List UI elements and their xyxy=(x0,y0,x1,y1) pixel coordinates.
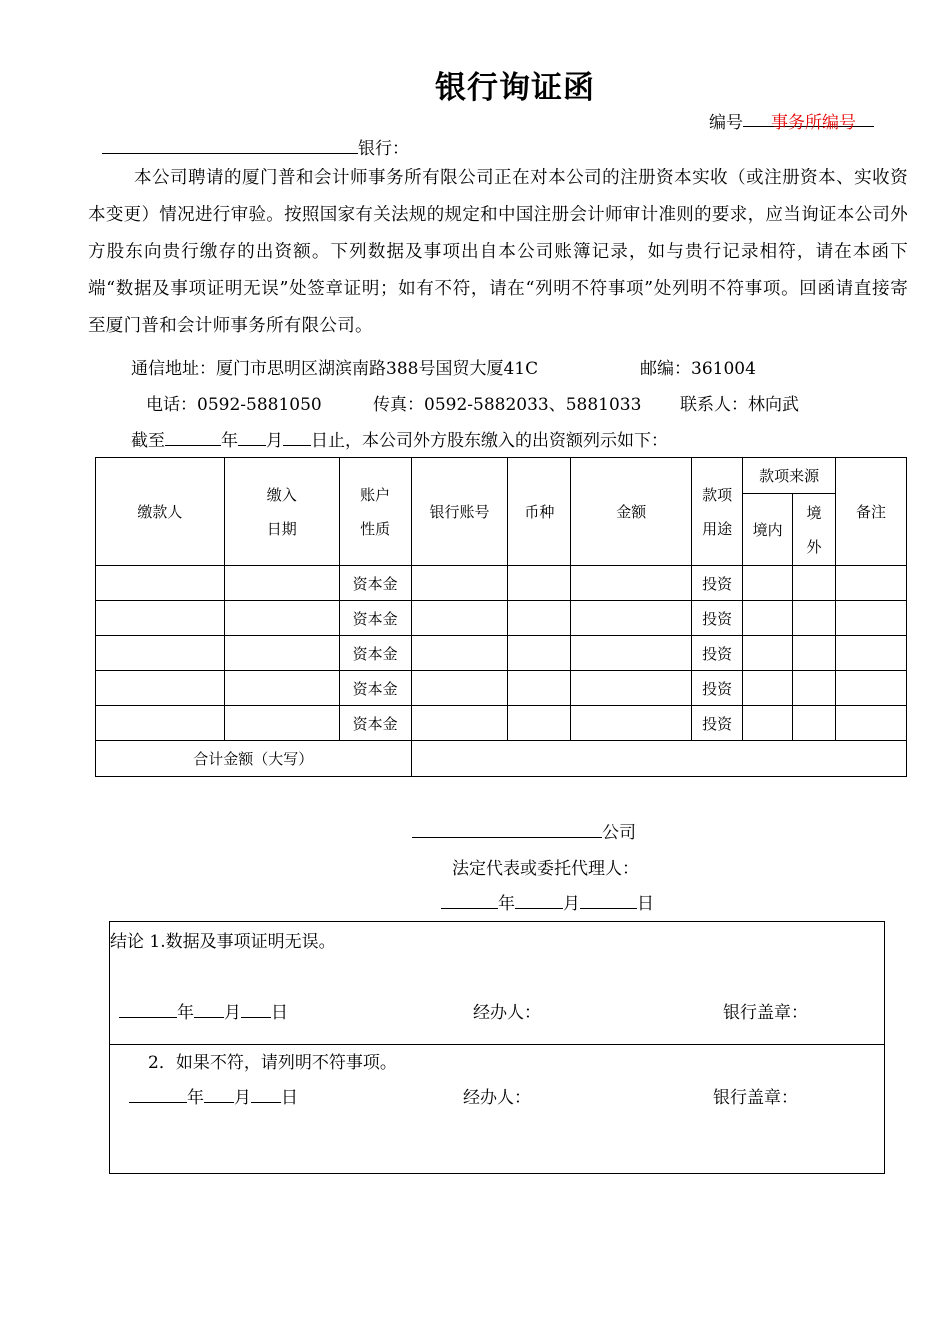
table-row xyxy=(96,601,907,636)
as-of-prefix: 截至 xyxy=(131,431,165,451)
header-pay-date: 缴入 日期 xyxy=(224,458,339,566)
conclusion-2-text: 2．如果不符，请列明不符事项。 xyxy=(148,1053,397,1073)
contact-postcode: 邮编：361004 xyxy=(640,359,756,379)
as-of-suffix: 日止，本公司外方股东缴入的出资额列示如下： xyxy=(311,431,668,451)
conclusion-1-text: 结论 1.数据及事项证明无误。 xyxy=(110,932,336,952)
account-type-cell: 资本金 xyxy=(339,566,411,601)
contact-phone: 电话：0592-5881050 xyxy=(146,395,322,415)
purpose-cell: 投资 xyxy=(692,671,743,706)
conclusion-2-date: 年 月 日 xyxy=(129,1083,298,1108)
purpose-cell: 投资 xyxy=(692,566,743,601)
purpose-cell: 投资 xyxy=(692,601,743,636)
header-payer: 缴款人 xyxy=(96,458,225,566)
header-domestic: 境内 xyxy=(743,494,793,566)
conclusion-1-seal: 银行盖章： xyxy=(723,1003,808,1023)
bank-name-blank[interactable] xyxy=(102,135,358,154)
number-label: 编号 xyxy=(709,113,743,133)
contact-fax: 传真：0592-5882033、5881033 xyxy=(373,395,642,415)
table-row xyxy=(96,566,907,601)
header-source: 款项来源 xyxy=(743,458,836,494)
page-title: 银行询证函 xyxy=(435,70,595,106)
header-account-no: 银行账号 xyxy=(411,458,508,566)
as-of-line xyxy=(131,426,668,451)
header-foreign: 境 外 xyxy=(793,494,836,566)
header-remark: 备注 xyxy=(836,458,907,566)
table-row xyxy=(96,636,907,671)
conclusion-1-handler: 经办人： xyxy=(473,1003,541,1023)
company-blank[interactable] xyxy=(412,819,602,838)
header-purpose: 款项 用途 xyxy=(692,458,743,566)
as-of-month-blank[interactable] xyxy=(238,427,266,446)
conclusion-2-seal: 银行盖章： xyxy=(713,1088,798,1108)
reference-number xyxy=(709,108,874,133)
total-row xyxy=(96,741,907,777)
conclusion-2-handler: 经办人： xyxy=(463,1088,531,1108)
as-of-year: 年 xyxy=(221,431,238,451)
bank-suffix: 银行： xyxy=(358,139,409,159)
body-paragraph: 本公司聘请的厦门普和会计师事务所有限公司正在对本公司的注册资本实收（或注册资本、实收资本变更）情况进行审验。按照国家有关法规的规定和中国注册会计师审计准则的要求，应当询证本公司外方股东向贵行缴存的出资额。下列数据及事项出自本公司账簿记录，如与贵行记录相符，请在本函下端“数据及事项证明无误”处签章证明；如有不符，请在“列明不符事项”处列明不符事项。回函请直接寄至厦门普和会计师事务所有限公司。 xyxy=(88,168,908,336)
total-label: 合计金额（大写） xyxy=(96,741,412,777)
bank-name-line xyxy=(102,134,409,159)
table-row xyxy=(96,671,907,706)
purpose-cell: 投资 xyxy=(692,706,743,741)
legal-rep-label: 法定代表或委托代理人： xyxy=(452,859,639,879)
as-of-year-blank[interactable] xyxy=(165,427,221,446)
conclusion-1-date: 年 月 日 xyxy=(119,998,288,1023)
company-label: 公司 xyxy=(602,823,636,843)
account-type-cell: 资本金 xyxy=(339,706,411,741)
conclusion-1-box xyxy=(109,921,885,1045)
sign-date-line: 年 月 日 xyxy=(441,889,654,914)
contact-address: 通信地址：厦门市思明区湖滨南路388号国贸大厦41C xyxy=(131,359,539,379)
company-sign-line xyxy=(412,818,636,843)
header-amount: 金额 xyxy=(571,458,692,566)
account-type-cell: 资本金 xyxy=(339,636,411,671)
as-of-month: 月 xyxy=(266,431,283,451)
total-amount-cell[interactable] xyxy=(411,741,906,777)
as-of-day-blank[interactable] xyxy=(283,427,311,446)
header-currency: 币种 xyxy=(508,458,571,566)
contact-person: 联系人：林向武 xyxy=(680,395,799,415)
account-type-cell: 资本金 xyxy=(339,601,411,636)
table-row xyxy=(96,706,907,741)
header-account-type: 账户 性质 xyxy=(339,458,411,566)
number-value: 事务所编号 xyxy=(771,113,856,133)
account-type-cell: 资本金 xyxy=(339,671,411,706)
contribution-table xyxy=(95,457,907,777)
purpose-cell: 投资 xyxy=(692,636,743,671)
conclusion-2-box xyxy=(109,1043,885,1174)
